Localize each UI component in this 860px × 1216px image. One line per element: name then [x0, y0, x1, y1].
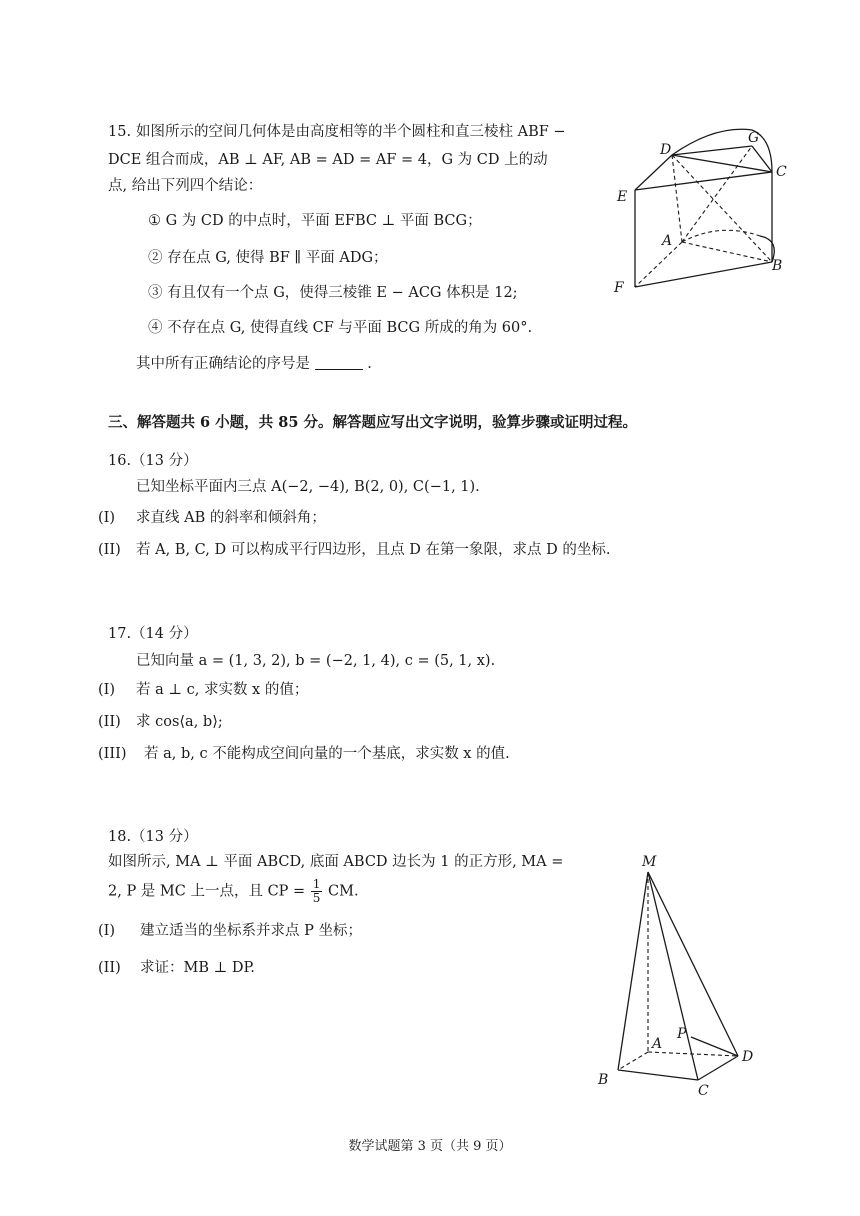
q17-stem: 已知向量 a = (1, 3, 2), b = (−2, 1, 4), c = (5, 1, x). [136, 653, 496, 669]
q18-fraction-denominator: 5 [312, 891, 321, 905]
q15-option-1: ① G 为 CD 的中点时，平面 EFBC ⊥ 平面 BCG； [148, 213, 482, 229]
q15-option-2: ② 存在点 G, 使得 BF ∥ 平面 ADG； [148, 250, 388, 266]
q18-fraction-numerator: 1 [312, 877, 321, 891]
q15-option-3: ③ 有且仅有一个点 G，使得三棱锥 E − ACG 体积是 12; [148, 285, 518, 301]
q16-part2: 若 A, B, C, D 可以构成平行四边形，且点 D 在第一象限，求点 D 的坐标. [136, 542, 611, 558]
q18-label-B: B [598, 1072, 609, 1088]
q16-head: 16.（13 分） [108, 453, 198, 469]
q15-label-G: G [748, 130, 760, 146]
section-3-heading: 三、解答题共 6 小题，共 85 分。解答题应写出文字说明，验算步骤或证明过程。 [108, 414, 637, 431]
q18-part2: 求证：MB ⊥ DP. [140, 960, 255, 976]
page-footer: 数学试题第 3 页（共 9 页） [348, 1139, 512, 1154]
q18-part1-tag: (I) [98, 923, 116, 939]
q15-label-A: A [662, 233, 673, 249]
q15-option-4: ④ 不存在点 G, 使得直线 CF 与平面 BCG 所成的角为 60°. [148, 320, 533, 336]
q16-part2-tag: (II) [98, 542, 121, 558]
q17-part1-tag: (I) [98, 682, 116, 698]
q17-part2-tag: (II) [98, 714, 121, 730]
q15-stem-line3: 点, 给出下列四个结论： [108, 178, 263, 194]
q15-label-E: E [617, 189, 628, 205]
q18-head: 18.（13 分） [108, 829, 198, 845]
q18-stem-line2-a: 2, P 是 MC 上一点，且 CP = [108, 883, 306, 900]
q17-part3-tag: (III) [98, 746, 127, 762]
q18-label-C: C [698, 1083, 709, 1099]
q18-part1: 建立适当的坐标系并求点 P 坐标； [140, 923, 362, 939]
q18-label-P: P [677, 1026, 687, 1042]
q18-label-D: D [742, 1049, 754, 1065]
q16-part1-tag: (I) [98, 510, 116, 526]
q15-ask-end: . [367, 356, 372, 372]
q15-label-F: F [614, 280, 624, 296]
q18-stem-line1: 如图所示, MA ⊥ 平面 ABCD, 底面 ABCD 边长为 1 的正方形, MA = [108, 854, 564, 870]
q15-ask-text: 其中所有正确结论的序号是 [136, 356, 310, 372]
q18-label-A: A [652, 1036, 663, 1052]
q17-part1: 若 a ⊥ c, 求实数 x 的值； [136, 682, 309, 698]
q18-part2-tag: (II) [98, 960, 121, 976]
q18-label-M: M [642, 854, 657, 870]
q15-stem-line1: 如图所示的空间几何体是由高度相等的半个圆柱和直三棱柱 ABF − [136, 124, 566, 140]
q15-label-B: B [772, 258, 783, 274]
q17-part3: 若 a, b, c 不能构成空间向量的一个基底，求实数 x 的值. [144, 746, 510, 762]
q16-part1: 求直线 AB 的斜率和倾斜角； [136, 510, 326, 526]
q15-number: 15. [108, 124, 132, 140]
q18-stem-line2-b: CM. [328, 883, 359, 900]
q15-stem-line2: DCE 组合而成，AB ⊥ AF, AB = AD = AF = 4，G 为 CD 上的动 [108, 152, 548, 168]
q15-label-C: C [776, 164, 787, 180]
q15-label-D: D [660, 142, 672, 158]
q16-stem: 已知坐标平面内三点 A(−2, −4), B(2, 0), C(−1, 1). [136, 479, 480, 495]
q17-head: 17.（14 分） [108, 626, 198, 642]
q17-part2: 求 cos⟨a, b⟩; [136, 714, 223, 730]
